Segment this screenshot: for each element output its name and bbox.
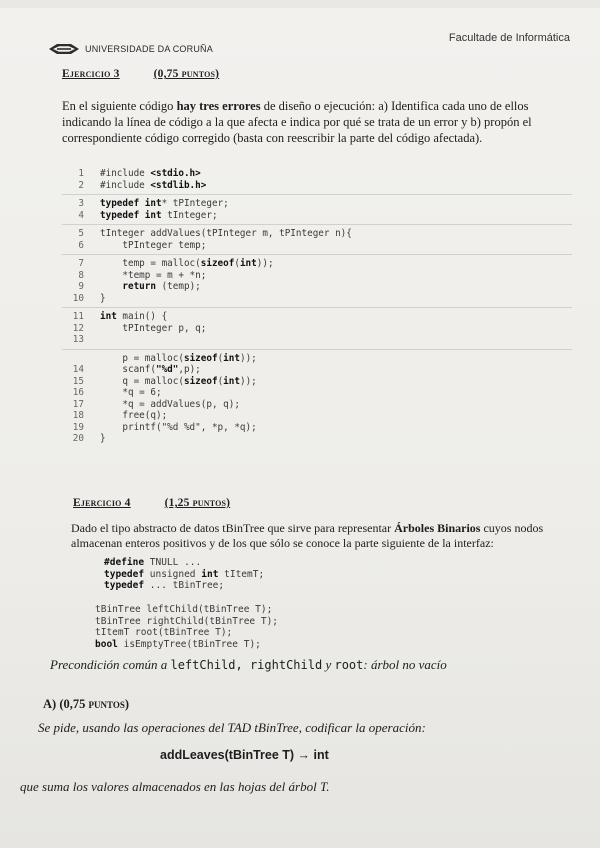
code-text: tPInteger temp; xyxy=(100,239,207,251)
exercise3-label: Ejercicio 3 xyxy=(62,68,120,80)
statement-text: de diseño o ejecución: a) Identifica cada uno de ellos indicando la línea de código a la que afecta e indica por qué se trata de un error y b) propón el correspondiente código corregido (basta con reescribir la parte del código afectada). xyxy=(62,99,532,145)
statement-text: Dado el tipo abstracto de datos tBinTree que sirve para representar xyxy=(71,521,395,535)
code-text: free(q); xyxy=(100,410,168,421)
code-listing xyxy=(62,162,572,445)
code-line xyxy=(62,353,572,365)
interface-line: tBinTree rightChild(tBinTree T); xyxy=(95,615,279,627)
statement-emphasis: Árboles Binarios xyxy=(394,521,481,535)
code-line xyxy=(62,422,572,434)
code-text: } xyxy=(100,433,106,444)
exercise3-points: (0,75 puntos) xyxy=(153,68,220,80)
code-text: int main() { xyxy=(100,311,168,322)
code-line xyxy=(62,376,572,388)
interface-line: typedef ... tBinTree; xyxy=(104,580,225,591)
code-line xyxy=(62,387,572,399)
precondition-text: y xyxy=(322,657,335,672)
exercise4-points: (1,25 puntos) xyxy=(164,497,231,509)
code-block xyxy=(62,349,572,445)
line-number: 3 xyxy=(78,198,84,209)
interface-functions xyxy=(95,604,278,650)
exam-page xyxy=(0,8,600,848)
line-number: 14 xyxy=(72,364,84,375)
part-a-title xyxy=(43,697,129,712)
line-number: 10 xyxy=(72,292,84,304)
interface-line: bool isEmptyTree(tBinTree T); xyxy=(95,638,261,650)
code-line xyxy=(62,281,572,293)
faculty-name: Facultade de Informática xyxy=(448,32,570,44)
code-text: } xyxy=(100,292,106,304)
code-text: tInteger addValues(tPInteger m, tPInteger n){ xyxy=(100,228,352,239)
code-line xyxy=(62,410,572,422)
code-line xyxy=(62,323,572,335)
line-number: 20 xyxy=(72,433,84,444)
code-line xyxy=(62,228,572,240)
part-a-label: A) xyxy=(43,697,57,711)
code-line xyxy=(62,433,572,445)
code-block xyxy=(62,307,572,346)
precondition-text: : árbol no vacío xyxy=(363,657,447,672)
code-line xyxy=(62,311,572,323)
udc-logo-icon xyxy=(47,42,81,56)
interface-line: typedef unsigned int tItemT; xyxy=(104,568,265,580)
code-text: #include <stdio.h> xyxy=(100,168,201,179)
code-text: *q = 6; xyxy=(100,387,162,398)
precondition-label: Precondición común a xyxy=(50,657,171,672)
code-line xyxy=(62,240,572,252)
code-text: p = malloc(sizeof(int)); xyxy=(100,352,257,364)
university-header xyxy=(47,42,213,56)
code-text: typedef int tInteger; xyxy=(100,209,218,221)
code-line xyxy=(62,180,572,192)
code-text: *temp = m + *n; xyxy=(100,269,207,281)
line-number: 16 xyxy=(72,387,84,398)
statement-text: cuyos nodos almacenan enteros positivos y de los que sólo se conoce la parte siguiente de la interfaz: xyxy=(71,521,544,550)
code-line xyxy=(62,168,572,180)
interface-line: tBinTree leftChild(tBinTree T); xyxy=(95,604,273,615)
code-line xyxy=(62,399,572,411)
code-line xyxy=(62,364,572,376)
function-description: que suma los valores almacenados en las hojas del árbol T. xyxy=(20,779,330,794)
line-number: 12 xyxy=(72,322,84,334)
code-text: scanf("%d",p); xyxy=(100,364,201,375)
statement-text: En el siguiente código xyxy=(62,99,177,113)
code-text: typedef int* tPInteger; xyxy=(100,198,229,209)
line-number: 17 xyxy=(72,398,84,410)
precondition-fn: rightChild xyxy=(249,658,323,672)
code-line xyxy=(62,198,572,210)
code-text: printf("%d %d", *p, *q); xyxy=(100,421,257,433)
line-number: 19 xyxy=(72,421,84,433)
code-line xyxy=(62,293,572,305)
line-number: 4 xyxy=(78,209,84,221)
university-name: UNIVERSIDADE DA CORUÑA xyxy=(85,44,213,54)
code-text: q = malloc(sizeof(int)); xyxy=(100,375,257,387)
interface-line: tItemT root(tBinTree T); xyxy=(95,627,233,638)
exercise3-title xyxy=(62,68,219,80)
precondition-sep: , xyxy=(235,658,250,672)
code-block xyxy=(62,165,572,191)
line-number: 5 xyxy=(78,228,84,239)
code-text: tPInteger p, q; xyxy=(100,322,207,334)
line-number: 18 xyxy=(72,410,84,421)
code-line xyxy=(62,210,572,222)
code-block xyxy=(62,224,572,251)
statement-emphasis: hay tres errores xyxy=(176,99,261,113)
code-text: #include <stdlib.h> xyxy=(100,179,207,191)
code-line xyxy=(62,270,572,282)
line-number: 2 xyxy=(78,179,84,191)
line-number: 8 xyxy=(78,269,84,281)
part-a-points: (0,75 puntos) xyxy=(59,697,129,711)
part-a-request: Se pide, usando las operaciones del TAD tBinTree, codificar la operación: xyxy=(38,720,426,735)
line-number: 1 xyxy=(78,168,84,179)
line-number: 6 xyxy=(78,239,84,251)
line-number: 15 xyxy=(72,375,84,387)
precondition-fn: root xyxy=(334,658,364,672)
line-number: 7 xyxy=(78,258,84,269)
code-text: return (temp); xyxy=(122,281,201,292)
line-number: 9 xyxy=(78,281,84,292)
exercise4-statement xyxy=(71,521,551,551)
code-line xyxy=(62,258,572,270)
function-signature: addLeaves(tBinTree T) → int xyxy=(160,748,329,762)
code-line xyxy=(62,334,572,346)
line-number: 13 xyxy=(72,334,84,345)
code-block xyxy=(62,254,572,304)
precondition-fn: leftChild xyxy=(170,658,236,672)
code-block xyxy=(62,194,572,221)
code-text: *q = addValues(p, q); xyxy=(100,398,240,410)
interface-declarations xyxy=(104,557,264,592)
exercise4-label: Ejercicio 4 xyxy=(73,497,131,509)
exercise4-title xyxy=(73,497,230,509)
exercise3-statement xyxy=(62,98,572,146)
line-number: 11 xyxy=(72,311,84,322)
precondition xyxy=(50,657,447,673)
code-text: temp = malloc(sizeof(int)); xyxy=(100,258,274,269)
interface-line: #define TNULL ... xyxy=(104,557,202,568)
